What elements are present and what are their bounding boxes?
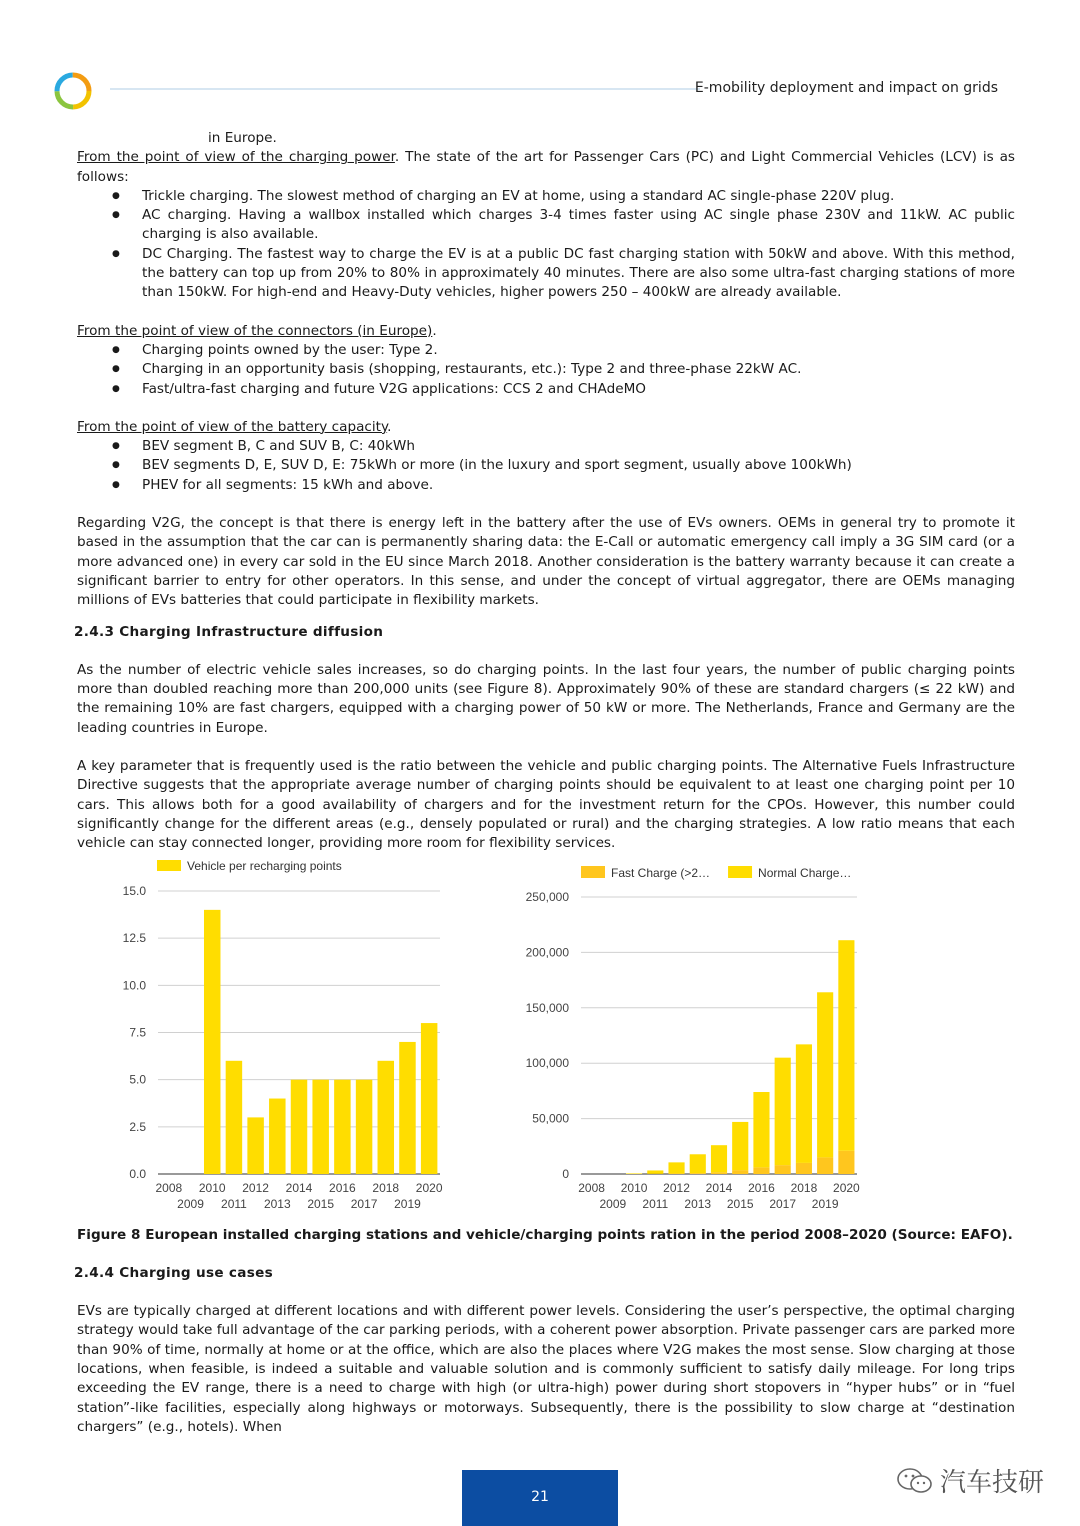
- charging-points-chart: [517, 860, 937, 1232]
- running-header: E-mobility deployment and impact on grids: [694, 80, 998, 96]
- x-tick-label: 2009: [599, 1196, 627, 1211]
- bar: [626, 1173, 642, 1174]
- bar: [817, 992, 833, 1157]
- page-number-box: [462, 1470, 618, 1526]
- page-body: [74, 129, 1015, 1437]
- x-tick-label: 2018: [372, 1180, 400, 1195]
- legend-label: Normal Charge…: [758, 865, 852, 880]
- x-tick-label: 2019: [394, 1196, 421, 1211]
- figure-8: [77, 854, 1015, 1226]
- battery-list: [77, 437, 1015, 495]
- x-tick-label: 2011: [221, 1196, 247, 1211]
- bar: [732, 1170, 748, 1174]
- logo-ring-icon: [52, 70, 94, 112]
- intro-fragment: in Europe.: [208, 130, 277, 146]
- bar: [334, 1079, 350, 1173]
- bar: [732, 1121, 748, 1169]
- y-tick-label: 200,000: [525, 944, 569, 959]
- bar: [753, 1092, 769, 1167]
- wechat-icon: [896, 1466, 934, 1496]
- section-243-p2: A key parameter that is frequently used is the ratio between the vehicle and public charging points. The Alternative Fuels Infrastructure Directive suggests that the appropriate average number of charging points should be equivalent to at least one charging point per 10 cars. This allows both for a good availability of chargers and for the investment return for the CPOs. However, this number could significantly change for the different areas (e.g., densely populated or rural) and the charging strategies. A low ratio means that each vehicle can stay connected longer, providing more room for flexibility services.: [77, 758, 1015, 852]
- header-rule: [110, 88, 700, 90]
- connectors-intro: [77, 322, 1015, 341]
- battery-lead: From the point of view of the battery capacity: [77, 418, 388, 435]
- x-tick-label: 2010: [198, 1180, 226, 1195]
- bar: [312, 1079, 328, 1173]
- bar: [817, 1157, 833, 1174]
- bar: [711, 1172, 727, 1174]
- y-tick-label: 7.5: [129, 1025, 146, 1039]
- x-tick-label: 2008: [155, 1180, 183, 1195]
- x-tick-label: 2008: [578, 1180, 605, 1195]
- x-tick-label: 2018: [790, 1180, 818, 1195]
- y-tick-label: 12.5: [122, 930, 146, 945]
- figure-caption: Figure 8 European installed charging stations and vehicle/charging points ration in the period 2008–2020 (Source: EAFO).: [77, 1226, 1013, 1243]
- bar: [690, 1154, 706, 1173]
- bar: [838, 1150, 854, 1173]
- list-item: ● Charging in an opportunity basis (shopping, restaurants, etc.): Type 2 and three-phase 22kW AC.: [142, 360, 1015, 379]
- y-tick-label: 50,000: [532, 1111, 569, 1126]
- section-243-title: 2.4.3 Charging Infrastructure diffusion: [74, 623, 384, 640]
- bar: [226, 1060, 242, 1173]
- list-item: ● PHEV for all segments: 15 kWh and above.: [142, 476, 1015, 495]
- watermark-text: 汽车技研: [939, 1468, 1044, 1498]
- bar: [775, 1057, 791, 1164]
- list-item: ● BEV segment B, C and SUV B, C: 40kWh: [142, 437, 1015, 456]
- x-tick-label: 2015: [726, 1196, 754, 1211]
- list-item: ● AC charging. Having a wallbox installed which charges 3-4 times faster using AC single phase 230V and 11kW. AC public charging is also available.: [142, 206, 1015, 245]
- y-tick-label: 5.0: [129, 1072, 146, 1087]
- x-tick-label: 2015: [307, 1196, 335, 1211]
- connectors-list: [77, 341, 1015, 399]
- bar: [647, 1170, 663, 1173]
- legend-swatch: [157, 860, 181, 871]
- x-tick-label: 2016: [329, 1180, 356, 1195]
- y-tick-label: 2.5: [129, 1119, 146, 1134]
- legend-label: Fast Charge (>2…: [611, 865, 711, 880]
- y-tick-label: 150,000: [525, 1000, 569, 1015]
- bar: [711, 1145, 727, 1172]
- x-tick-label: 2013: [263, 1196, 291, 1211]
- x-tick-label: 2020: [415, 1180, 443, 1195]
- list-item: ● DC Charging. The fastest way to charge the EV is at a public DC fast charging station with 50kW and above. With this method, the battery can top up from 20% to 80% in approximately 40 minutes. There are also some ultra-fast charging stations of more than 150kW. For high-end and Heavy-Duty vehicles, higher powers 250 – 400kW are already available.: [142, 245, 1015, 303]
- legend-swatch: [728, 866, 752, 878]
- connectors-rest: .: [432, 322, 437, 339]
- bar: [838, 940, 854, 1151]
- bar: [668, 1162, 684, 1173]
- bar: [378, 1060, 394, 1173]
- x-tick-label: 2014: [705, 1180, 733, 1195]
- watermark: [896, 1462, 1044, 1499]
- charging-power-list: [77, 187, 1015, 303]
- v2g-paragraph: Regarding V2G, the concept is that there is energy left in the battery after the use of EVs owners. OEMs in general try to promote it based in the assumption that the car can is permanently sharing data: the E-Call or automatic emergency call imply a 3G SIM card (or a more advanced one) in every car sold in the EU since March 2018. Another consideration is the battery warranty because it can create a significant barrier to entry for other operators. In this sense, and under the concept of virtual aggregator, there are OEMs managing millions of EVs batteries that could participate in flexibility markets.: [77, 515, 1015, 609]
- bar: [753, 1167, 769, 1174]
- battery-intro: [77, 418, 1015, 437]
- list-item: ● Trickle charging. The slowest method of charging an EV at home, using a standard AC single-phase 220V plug.: [142, 187, 1015, 206]
- y-tick-label: 0: [562, 1166, 569, 1181]
- x-tick-label: 2009: [177, 1196, 204, 1211]
- bar: [690, 1173, 706, 1174]
- list-item: ● Charging points owned by the user: Type 2.: [142, 341, 1015, 360]
- x-tick-label: 2017: [769, 1196, 797, 1211]
- x-tick-label: 2012: [663, 1180, 690, 1195]
- section-243-p1: As the number of electric vehicle sales increases, so do charging points. In the last four years, the number of public charging points more than doubled reaching more than 200,000 units (see Figure 8). Approximately 90% of these are standard chargers (≤ 22 kW) and the remaining 10% are fast chargers, equipped with a charging power of 50 kW or more. The Netherlands, France and Germany are the leading countries in Europe.: [77, 661, 1015, 736]
- vehicle-per-charging-point-chart: [100, 860, 500, 1232]
- y-tick-label: 100,000: [525, 1055, 569, 1070]
- bar: [668, 1173, 684, 1174]
- section-244-title: 2.4.4 Charging use cases: [74, 1264, 274, 1281]
- bar: [247, 1117, 263, 1174]
- section-244-p1: EVs are typically charged at different locations and with different power levels. Considering the user’s perspective, the optimal charging strategy would take full advantage of the car parking periods, with a coherent power absorption. Private passenger cars are parked more than 90% of time, normally at home or at the office, which are also the places where V2G makes the most sense. Slow charging at those locations, when feasible, is indeed a suitable and valuable solution and is commonly sufficient to satisfy daily mileage. For long trips exceeding the EV range, there is a need to charge with high (or ultra-high) power during short stopovers in “hyper hubs” or in “fuel station”-like facilities, especially along highways or motorways. Subsequently, there is the possibility to slow charge at “destination chargers” (e.g., hotels). When: [77, 1303, 1015, 1435]
- charging-power-intro: [77, 148, 1015, 187]
- bar: [399, 1041, 415, 1173]
- y-tick-label: 10.0: [122, 977, 146, 992]
- bar: [269, 1098, 285, 1173]
- x-tick-label: 2020: [833, 1180, 860, 1195]
- bar: [796, 1162, 812, 1173]
- x-tick-label: 2013: [684, 1196, 712, 1211]
- bar: [775, 1165, 791, 1174]
- list-item: ● BEV segments D, E, SUV D, E: 75kWh or more (in the luxury and sport segment, usually above 100kWh): [142, 456, 1015, 475]
- x-tick-label: 2010: [620, 1180, 648, 1195]
- connectors-lead: From the point of view of the connectors (in Europe): [77, 322, 433, 339]
- x-tick-label: 2014: [285, 1180, 313, 1195]
- x-tick-label: 2017: [350, 1196, 378, 1211]
- y-tick-label: 0.0: [129, 1166, 146, 1181]
- charging-power-lead: From the point of view of the charging power: [77, 149, 395, 166]
- bar: [204, 909, 220, 1173]
- x-tick-label: 2019: [811, 1196, 839, 1211]
- x-tick-label: 2016: [748, 1180, 775, 1195]
- bar: [421, 1023, 437, 1174]
- legend-swatch: [581, 866, 605, 878]
- list-item: ● Fast/ultra-fast charging and future V2G applications: CCS 2 and CHAdeMO: [142, 380, 1015, 399]
- page-number: 21: [531, 1489, 549, 1505]
- battery-rest: .: [387, 418, 392, 435]
- bar: [356, 1079, 372, 1173]
- y-tick-label: 250,000: [525, 889, 569, 904]
- x-tick-label: 2011: [642, 1196, 669, 1211]
- y-tick-label: 15.0: [122, 883, 146, 898]
- legend-label: Vehicle per recharging points: [187, 859, 342, 873]
- charging-power-rest: . The state of the art for Passenger Cars (PC) and Light Commercial Vehicles (LCV) is as follows:: [77, 149, 1015, 185]
- x-tick-label: 2012: [242, 1180, 269, 1195]
- bar: [291, 1079, 307, 1173]
- bar: [796, 1044, 812, 1163]
